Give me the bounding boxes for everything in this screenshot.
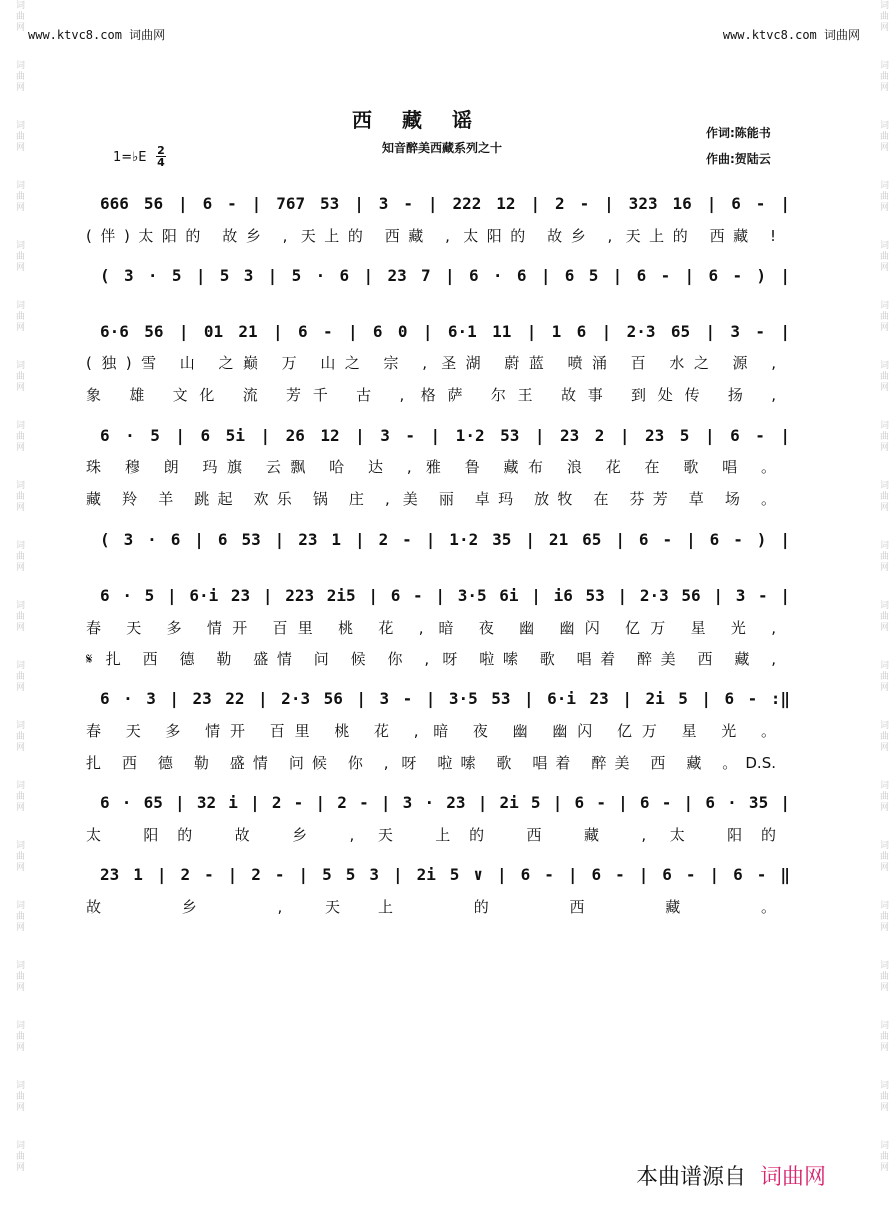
watermark-text: 词曲网 [878,300,888,333]
notation-row [100,530,790,552]
watermark-text: 词曲网 [878,840,888,873]
notation-text: ( 3 · 6 | 6 53 | 23 1 | 2 - | 1·2 35 | 21 65 | 6 - | 6 - ) | [100,530,790,549]
watermark-text: 词曲网 [14,300,24,333]
watermark-text: 词曲网 [14,420,24,453]
notation-row [100,266,790,288]
notation-row [100,194,790,216]
notation-row [100,426,790,448]
notation-text: 6 · 3 | 23 22 | 2·3 56 | 3 - | 3·5 53 | 6·i 23 | 2i 5 | 6 - :‖ [100,689,790,708]
notation-row [100,586,790,608]
time-signature-top: 2 [157,144,165,157]
watermark-text: 词曲网 [14,540,24,573]
notation-row [100,865,790,887]
lyric-row [86,648,786,670]
watermark-text: 词曲网 [14,240,24,273]
lyric-text: 太 阳的 故 乡 , 天 上的 西 藏 , 太 阳的 [86,826,776,844]
watermark-text: 词曲网 [878,120,888,153]
header-url-right: www.ktvc8.com 词曲网 [722,28,860,42]
watermark-text: 词曲网 [878,420,888,453]
watermark-text: 词曲网 [14,120,24,153]
right-watermark-strip [864,0,890,1218]
song-title: 西藏谣 [352,108,502,132]
watermark-text: 词曲网 [878,720,888,753]
header-url-left: www.ktvc8.com 词曲网 [28,28,166,42]
notation-text: 666 56 | 6 - | 767 53 | 3 - | 222 12 | 2 - | 323 16 | 6 - | [100,194,790,213]
watermark-text: 词曲网 [878,480,888,513]
lyric-text: (伴)太阳的 故乡 , 天上的 西藏 , 太阳的 故乡 , 天上的 西藏 ! [86,227,776,245]
lyric-text: 春 天 多 情开 百里 桃 花 , 暗 夜 幽 幽闪 亿万 星 光 。 [86,722,776,740]
song-subtitle: 知音醉美西藏系列之十 [382,141,503,155]
watermark-text: 词曲网 [14,1020,24,1053]
watermark-text: 词曲网 [14,720,24,753]
lyric-text: 珠 穆 朗 玛旗 云飘 哈 达 , 雅 鲁 藏布 浪 花 在 歌 唱 。 [86,458,776,476]
lyric-row [86,456,786,478]
watermark-text: 词曲网 [878,660,888,693]
lyric-text: (独)雪 山 之巅 万 山之 宗 , 圣湖 蔚蓝 喷涌 百 水之 源 , [86,354,776,372]
watermark-text: 词曲网 [878,240,888,273]
lyric-row [86,488,786,510]
watermark-text: 词曲网 [878,600,888,633]
watermark-text: 词曲网 [878,1020,888,1053]
notation-row [100,793,790,815]
watermark-text: 词曲网 [14,660,24,693]
notation-row [100,322,790,344]
left-watermark-strip [0,0,26,1218]
watermark-text: 词曲网 [14,0,24,33]
lyric-row [86,752,786,774]
lyric-row [86,720,786,742]
notation-text: 6·6 56 | 01 21 | 6 - | 6 0 | 6·1 11 | 1 6 | 2·3 65 | 3 - | [100,322,790,341]
watermark-text: 词曲网 [878,1080,888,1113]
watermark-text: 词曲网 [878,780,888,813]
notation-row [100,689,790,711]
watermark-text: 词曲网 [878,540,888,573]
time-signature [156,145,166,168]
lyric-row [86,824,786,846]
lyric-text: 藏 羚 羊 跳起 欢乐 锅 庄 , 美 丽 卓玛 放牧 在 芬芳 草 场 。 [86,490,776,508]
lyric-text: 故 乡 , 天上 的 西 藏 。 [86,898,776,916]
watermark-text: 词曲网 [878,180,888,213]
watermark-text: 词曲网 [14,180,24,213]
lyric-row [86,225,786,247]
notation-text: 6 · 65 | 32 i | 2 - | 2 - | 3 · 23 | 2i 5 | 6 - | 6 - | 6 · 35 | [100,793,790,812]
footer-source [636,1160,826,1191]
lyric-text: 春 天 多 情开 百里 桃 花 , 暗 夜 幽 幽闪 亿万 星 光 , [86,619,776,637]
lyric-text: 扎 西 德 勒 盛情 问候 你 , 呀 啦嗦 歌 唱着 醉美 西 藏 。D.S. [86,754,776,772]
lyricist-credit: 作词:陈能书 [706,126,771,140]
watermark-text: 词曲网 [14,900,24,933]
composer-credit: 作曲:贺陆云 [706,152,771,166]
watermark-text: 词曲网 [878,360,888,393]
watermark-text: 词曲网 [878,1140,888,1173]
footer-source-label: 本曲谱源自 [636,1165,747,1190]
key-signature: 1=♭E [113,150,147,165]
notation-text: ( 3 · 5 | 5 3 | 5 · 6 | 23 7 | 6 · 6 | 6 5 | 6 - | 6 - ) | [100,266,790,285]
watermark-text: 词曲网 [878,960,888,993]
lyric-row [86,617,786,639]
notation-text: 6 · 5 | 6 5i | 26 12 | 3 - | 1·2 53 | 23 2 | 23 5 | 6 - | [100,426,790,445]
watermark-text: 词曲网 [14,960,24,993]
watermark-text: 词曲网 [14,480,24,513]
lyric-row [86,896,786,918]
watermark-text: 词曲网 [878,0,888,33]
watermark-text: 词曲网 [14,840,24,873]
watermark-text: 词曲网 [14,1080,24,1113]
footer-brand-link[interactable]: 词曲网 [760,1165,827,1190]
watermark-text: 词曲网 [14,780,24,813]
lyric-row [86,352,786,374]
notation-text: 6 · 5 | 6·i 23 | 223 2i5 | 6 - | 3·5 6i | i6 53 | 2·3 56 | 3 - | [100,586,790,605]
watermark-text: 词曲网 [14,360,24,393]
lyric-row [86,384,786,406]
lyric-text: 象 雄 文化 流 芳千 古 , 格萨 尔王 故事 到处传 扬 , [86,386,776,404]
time-signature-bottom: 4 [157,156,165,169]
watermark-text: 词曲网 [14,600,24,633]
notation-text: 23 1 | 2 - | 2 - | 5 5 3 | 2i 5 ∨ | 6 - | 6 - | 6 - | 6 - ‖ [100,865,790,884]
watermark-text: 词曲网 [878,60,888,93]
watermark-text: 词曲网 [878,900,888,933]
watermark-text: 词曲网 [14,60,24,93]
watermark-text: 词曲网 [14,1140,24,1173]
lyric-text: 𝄋 扎 西 德 勒 盛情 问 候 你 , 呀 啦嗦 歌 唱着 醉美 西 藏 , [86,650,776,668]
